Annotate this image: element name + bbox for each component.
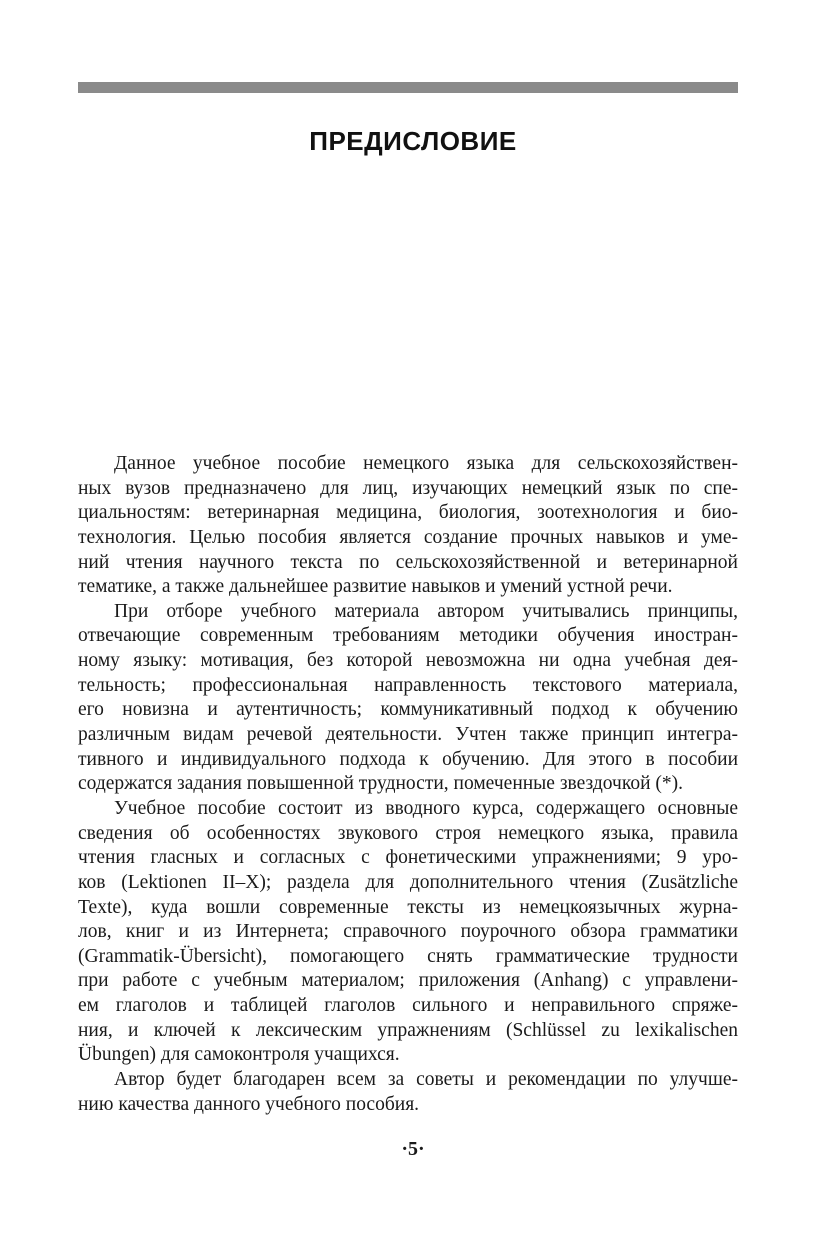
text-line: Учебное пособие состоит из вводного курса, содержащего основные: [114, 797, 738, 819]
text-line: При отборе учебного материала автором учитывались принципы,: [114, 600, 738, 622]
text-line: тивного и индивидуального подхода к обучению. Для этого в пособии: [78, 748, 738, 770]
text-line: технология. Целью пособия является создание прочных навыков и уме-: [78, 526, 738, 548]
text-line: различным видам речевой деятельности. Учтен также принцип интегра-: [78, 724, 738, 746]
text-line: Texte), куда вошли современные тексты из немецкоязычных журна-: [78, 896, 738, 918]
text-line: ков (Lektionen II–X); раздела для дополнительного чтения (Zusätzliche: [78, 871, 738, 893]
preface-body: [78, 452, 738, 1117]
text-line: отвечающие современным требованиям методики обучения иностран-: [78, 625, 738, 647]
text-line: циальностям: ветеринарная медицина, биология, зоотехнология и био-: [78, 502, 738, 524]
text-line: (Grammatik-Übersicht), помогающего снять грамматические трудности: [78, 945, 738, 967]
paragraph: [78, 797, 738, 1068]
text-line: ных вузов предназначено для лиц, изучающих немецкий язык по спе-: [78, 477, 738, 499]
page-number: ·5·: [401, 1138, 425, 1160]
text-line: Автор будет благодарен всем за советы и рекомендации по улучше-: [114, 1069, 738, 1091]
text-line: ний чтения научного текста по сельскохозяйственной и ветеринарной: [78, 551, 738, 573]
paragraph: [78, 452, 738, 600]
text-line: тематике, а также дальнейшее развитие навыков и умений устной речи.: [78, 576, 673, 598]
text-line: Данное учебное пособие немецкого языка для сельскохозяйствен-: [114, 453, 738, 474]
text-line: нию качества данного учебного пособия.: [78, 1093, 420, 1115]
text-line: при работе с учебным материалом; приложения (Anhang) с управлени-: [78, 970, 738, 992]
text-line: содержатся задания повышенной трудности, помеченные звездочкой (*).: [78, 773, 683, 795]
paragraph: [78, 600, 738, 797]
text-line: Übungen) для самоконтроля учащихся.: [78, 1044, 400, 1066]
text-line: сведения об особенностях звукового строя немецкого языка, правила: [78, 822, 738, 844]
text-line: его новизна и аутентичность; коммуникативный подход к обучению: [78, 699, 738, 721]
text-line: лов, книг и из Интернета; справочного поурочного обзора грамматики: [78, 921, 738, 943]
text-line: ем глаголов и таблицей глаголов сильного и неправильного спряже-: [78, 995, 738, 1017]
paragraph: [78, 1068, 738, 1117]
text-line: тельность; профессиональная направленность текстового материала,: [78, 674, 738, 696]
page-title: ПРЕДИСЛОВИЕ: [309, 126, 517, 156]
text-line: чтения гласных и согласных с фонетическими упражнениями; 9 уро-: [78, 847, 738, 869]
text-line: ному языку: мотивация, без которой невозможна ни одна учебная дея-: [78, 650, 738, 672]
text-line: ния, и ключей к лексическим упражнениям (Schlüssel zu lexikalischen: [78, 1019, 738, 1041]
header-rule: [78, 82, 738, 93]
